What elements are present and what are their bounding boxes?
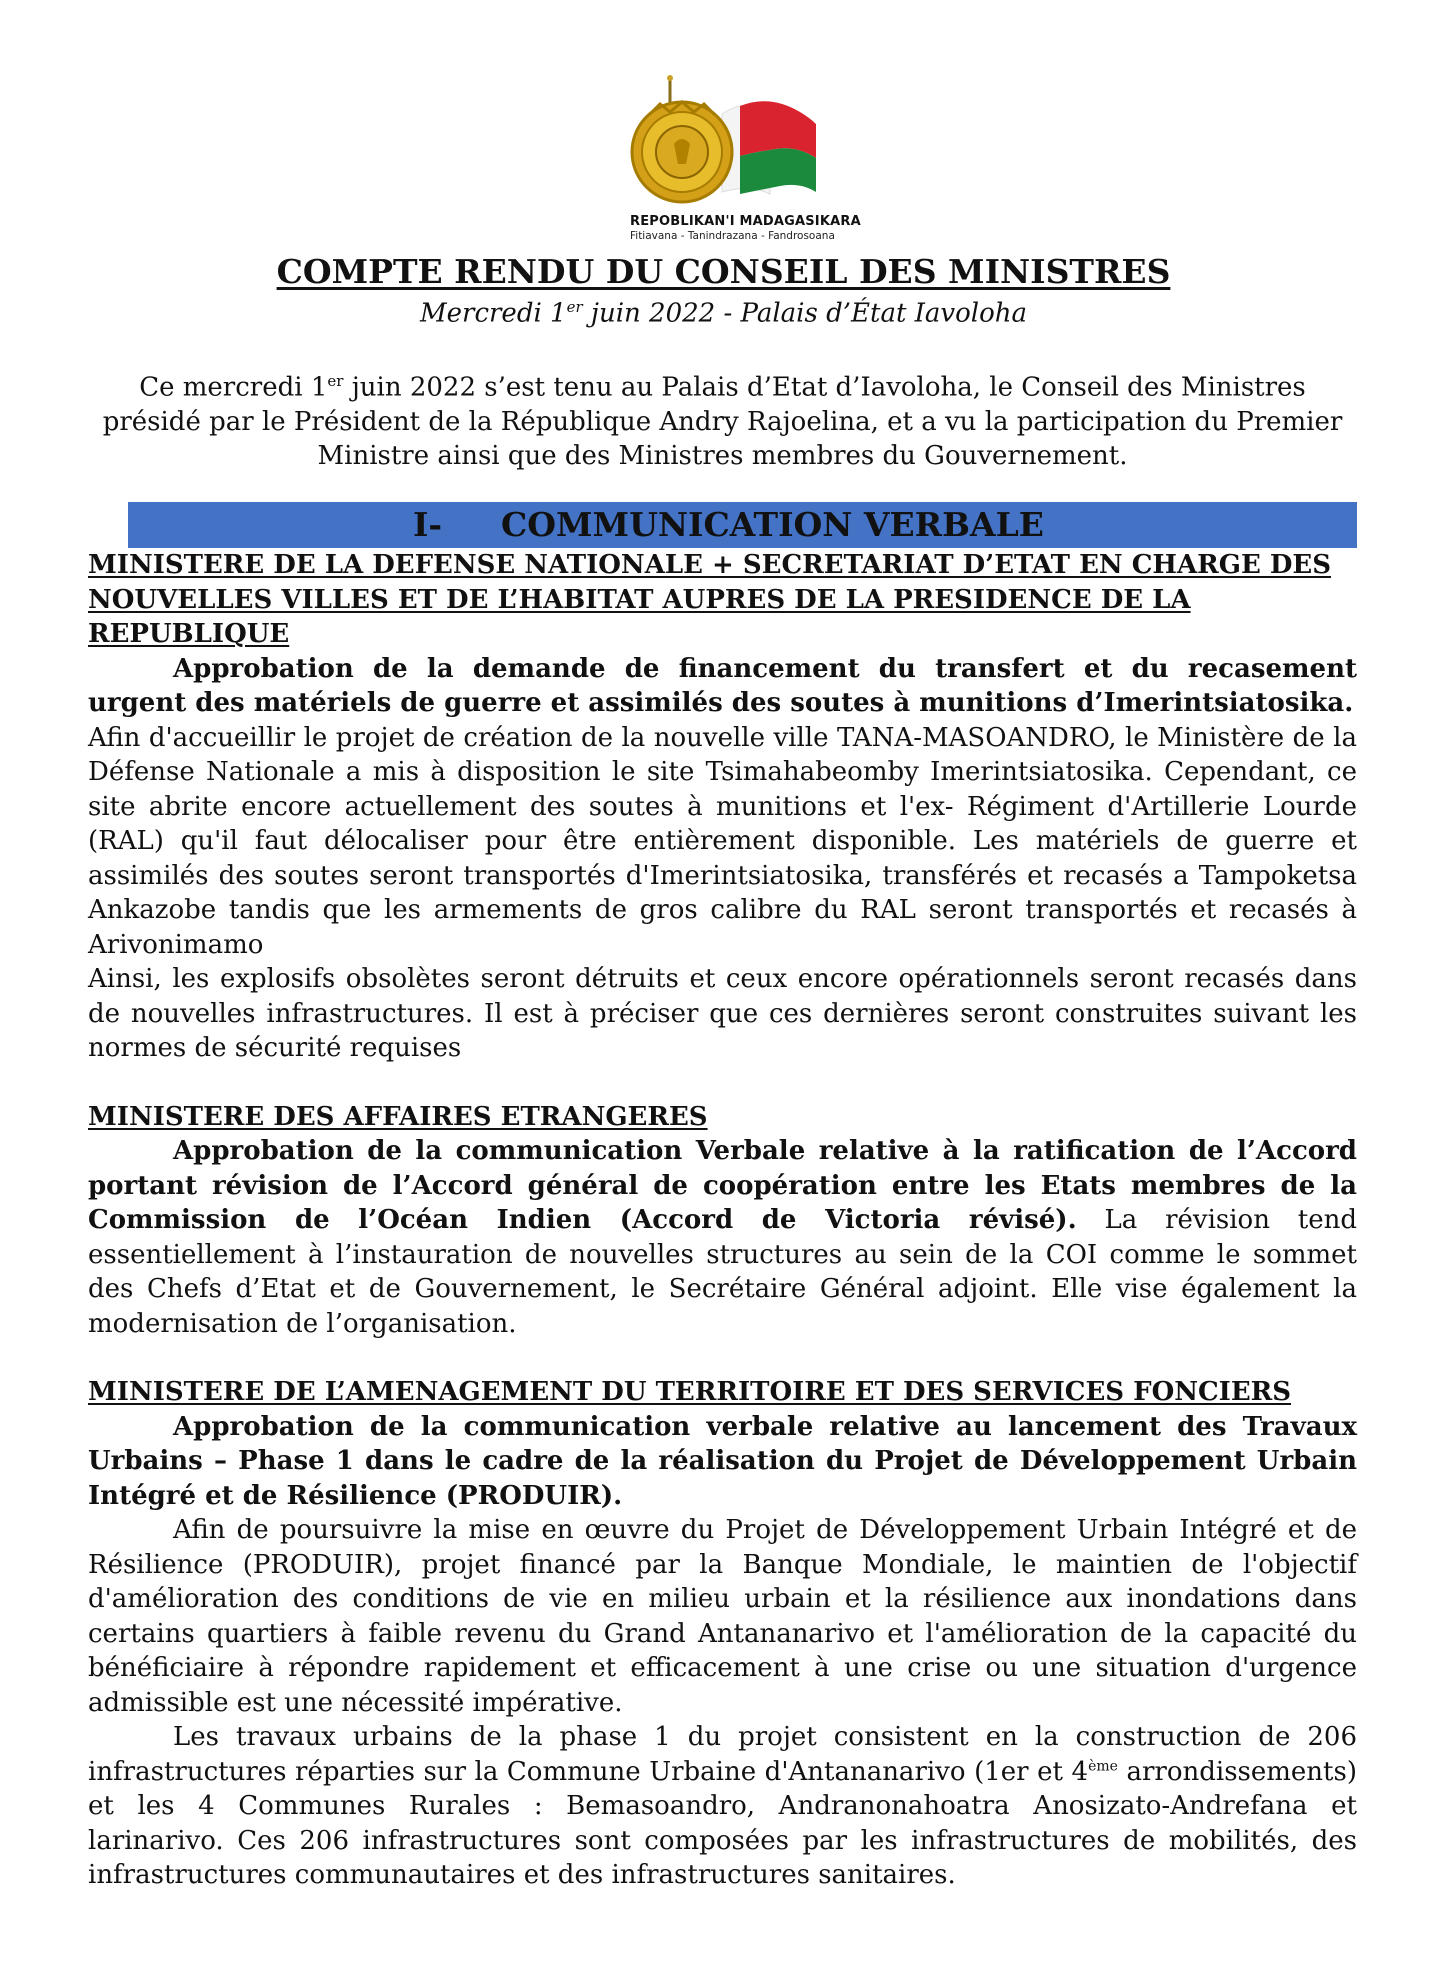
ministry-heading-defense: MINISTERE DE LA DEFENSE NATIONALE + SECRETARIAT D’ETAT EN CHARGE DES NOUVELLES VILLES ET DE L’HABITAT AUPRES DE LA PRESIDENCE DE LA REPUBLIQUE [88,550,1331,649]
ministry-heading-foreign: MINISTERE DES AFFAIRES ETRANGERES [88,1101,708,1132]
ministry-heading-territory: MINISTERE DE L’AMENAGEMENT DU TERRITOIRE ET DES SERVICES FONCIERS [88,1377,1292,1407]
section-label: COMMUNICATION VERBALE [501,505,1044,544]
lead-foreign: Approbation de la communication Verbale relative à la ratification de l’Accord portant révision de l’Accord général de coopération entre les Etats membres de la Commission de l’Océan Indien (Accord de Victoria révisé). [88,1136,1357,1235]
lead-defense: Approbation de la demande de financement du transfert et du recasement urgent des matériels de guerre et assimilés des soutes à munitions d’Imerintsiatosika. [88,653,1357,718]
paragraph-territory-1: Afin de poursuivre la mise en œuvre du Projet de Développement Urbain Intégré et de Résilience (PRODUIR), projet financé par la Banque Mondiale, le maintien de l'objectif d'amélioration des conditions de vie en milieu urbain et la résilience aux inondations dans certains quartiers à faible revenu du Grand Antananarivo et l'amélioration de la capacité du bénéficiaire à répondre rapidement et efficacement à une crise ou une situation d'urgence admissible est une nécessité impérative. [88,1515,1357,1718]
logo-motto: Fitiavana - Tanindrazana - Fandrosoana [630,230,835,242]
paragraph-defense-2: Ainsi, les explosifs obsolètes seront détruits et ceux encore opérationnels seront recasés dans de nouvelles infrastructures. Il est à préciser que ces dernières seront construites suivant les normes de sécurité requises [88,964,1357,1063]
paragraph-territory-2: Les travaux urbains de la phase 1 du projet consistent en la construction de 206 infrastructures réparties sur la Commune Urbaine d'Antananarivo (1er et 4ème arrondissements) et les 4 Communes Rurales : Bemasoandro, Andranonahoatra Anosizato-Andrefana et larinarivo. Ces 206 infrastructures sont composées par les infrastructures de mobilités, des infrastructures communautaires et des infrastructures sanitaires. [88,1722,1357,1890]
document-body [88,548,1357,1893]
republic-logo [630,74,861,244]
section-heading [128,502,1357,548]
section-number: I- [413,505,443,544]
paragraph-defense-1: Afin d'accueillir le projet de création de la nouvelle ville TANA-MASOANDRO, le Ministère de la Défense Nationale a mis à disposition le site Tsimahabeomby Imerintsiatosika. Cependant, ce site abrite encore actuellement des soutes à munitions et l'ex- Régiment d'Artillerie Lourde (RAL) qu'il faut délocaliser pour être entièrement disponible. Les matériels de guerre et assimilés des soutes seront transportés d'Imerintsiatosika, transférés et recasés a Tampoketsa Ankazobe tandis que les armements de gros calibre du RAL seront transportés et recasés à Arivonimamo [88,722,1357,960]
page-title: COMPTE RENDU DU CONSEIL DES MINISTRES [276,252,1171,291]
page-subtitle: Mercredi 1er juin 2022 - Palais d’État Iavoloha [420,298,1027,329]
intro-paragraph: Ce mercredi 1er juin 2022 s’est tenu au Palais d’Etat d’Iavoloha, le Conseil des Ministres présidé par le Président de la République Andry Rajoelina, et a vu la participation du Premier Ministre ainsi que des Ministres membres du Gouvernement. [102,372,1343,471]
lead-territory: Approbation de la communication verbale relative au lancement des Travaux Urbains – Phase 1 dans le cadre de la réalisation du Projet de Développement Urbain Intégré et de Résilience (PRODUIR). [88,1411,1357,1511]
paragraph-foreign: Approbation de la communication Verbale relative à la ratification de l’Accord portant révision de l’Accord général de coopération entre les Etats membres de la Commission de l’Océan Indien (Accord de Victoria révisé). La révision tend essentiellement à l’instauration de nouvelles structures au sein de la COI comme le sommet des Chefs d’Etat et de Gouvernement, le Secrétaire Général adjoint. Elle vise également la modernisation de l’organisation. [88,1136,1357,1339]
seal-and-flag-icon [630,74,820,214]
logo-name: REPOBLIKAN'I MADAGASIKARA [630,214,861,229]
